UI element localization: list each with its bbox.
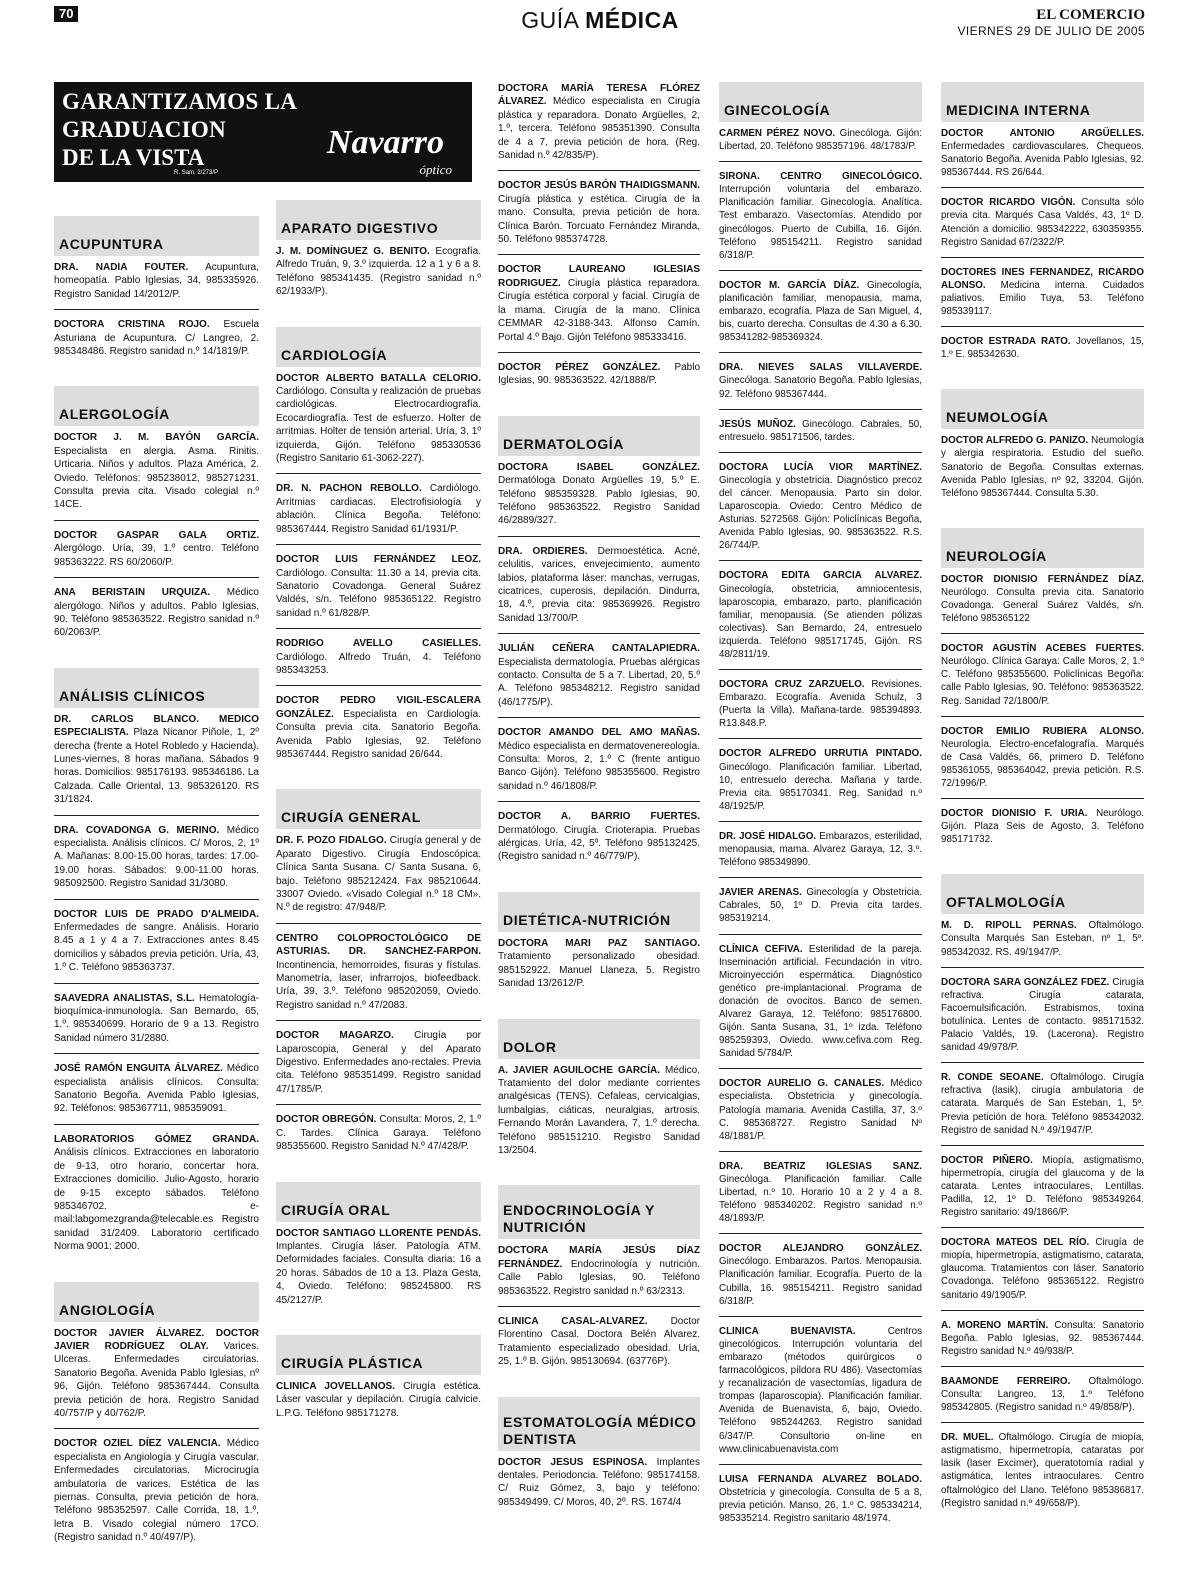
listing-entry	[498, 179, 700, 255]
listing-details: Ginecología y obstetricia. Diagnóstico precoz del cáncer. Menopausia. Parto sin dolor. Laparoscopia. Oviedo: Centro Médico de Asturias. 5272568. Gijón: Policlínicas Begoña, Avenida Pablo Iglesias, 90. 985363522. R.S. 26/744/P.	[719, 474, 922, 552]
column-5	[941, 70, 1144, 1570]
listing-details: Cardiólogo. Consulta: 11.30 a 14, previa cita. Sanatorio Covadonga. General Suárez Valdés, s/n. Teléfono 985365122. Registro sanidad n.º 61/828/P.	[276, 567, 481, 619]
listing-entry	[54, 1133, 259, 1262]
listing-name: DOCTOR AGUSTÍN ACEBES FUERTES.	[941, 643, 1144, 655]
section-medicina-interna	[941, 82, 1144, 369]
listing-details: Neurólogo. Consulta previa cita. Sanatorio Covadonga. General Suárez Valdés, s/n. Teléfono 985365122	[941, 586, 1144, 625]
listing-name: DOCTOR A. BARRIO FUERTES.	[498, 811, 700, 823]
listing-name: DOCTORA ISABEL GONZÁLEZ.	[498, 461, 700, 473]
listing-details: Oftalmólogo. Cirugía de miopía, astigmatismo, hipermetropía, cataratas por lasik (laser Excimer), queratotomía radial y astigmática, lentes intraoculares. Centro oftalmológico del Llano. Teléfono 985386817. (Registro sanidad n.º 49/658/P).	[941, 1432, 1144, 1509]
listing-entry	[941, 642, 1144, 716]
listing-name: DOCTOR ALFREDO URRUTIA PINTADO.	[719, 748, 922, 760]
listing-name: DOCTOR LUIS DE PRADO D'ALMEIDA.	[54, 908, 259, 920]
listing-name: DRA. ORDIERES.	[498, 545, 588, 557]
listing-name: SIRONA. CENTRO GINECOLÓGICO.	[719, 171, 922, 183]
listing-name: ANA BERISTAIN URQUIZA.	[54, 587, 211, 599]
listing-name: DOCTOR J. M. BAYÓN GARCÍA.	[54, 432, 259, 444]
listing-entry	[719, 461, 922, 562]
listing-name: DOCTOR AMANDO DEL AMO MAÑAS.	[498, 727, 700, 739]
listing-details: Ginecología y Obstetricia. Cabrales, 50, 1º D. Previa cita tardes. 985319214.	[719, 887, 922, 925]
section-alergología	[54, 386, 259, 647]
listing-details: Ginecólogo. Planificación familiar. Libertad, 10, entresuelo derecha. Mañana y tarde. Previa cita. 985170341. Reg. Sanidad n.º 48/1925/P.	[719, 761, 922, 812]
listing-name: DOCTORA SARA GONZÁLEZ FDEZ.	[941, 976, 1110, 988]
listing-name: CLINICA JOVELLANOS.	[276, 1380, 395, 1392]
listing-entry	[719, 830, 922, 878]
listing-entry	[941, 1154, 1144, 1228]
listing-details: Endocrinología y nutrición. Calle Pablo Iglesias, 90. Teléfono 985363522. Registro sanidad n.º 63/2313.	[498, 1258, 700, 1297]
listing-name: DOCTOR ALFREDO G. PANIZO.	[941, 435, 1089, 447]
listing-name: DOCTORA CRUZ ZARZUELO.	[719, 679, 865, 691]
listing-entry	[941, 1319, 1144, 1367]
listing-entry	[719, 747, 922, 821]
section-cirugía-general	[276, 789, 481, 1161]
listing-details: Médico especialista en Cirugía plástica y reparadora. Donato Argüelles, 2, 1.º, tercera. Teléfono 985351390. Consulta de 4 a 7, previa petición de hora. (Reg. Sanidad n.º 42/835/P).	[498, 96, 700, 162]
listing-details: Especialista en Cardiología. Consulta previa cita. Sanatorio Begoña. Avenida Pablo Iglesias, 92. Teléfono 985367444. Registro sanidad 26/644.	[276, 708, 481, 760]
listing-details: Cardiólogo. Consulta y realización de pruebas cardiológicas. Electrocardiografía. Ecocardiografía. Test de esfuerzo. Holter de arritmias. Holter de tensión arterial. Uría, 3, 1º izquierda, Gijón. Teléfono 985330536 (Registro Sanitario 61-3062-227).	[276, 386, 481, 465]
section-header	[54, 216, 259, 256]
section-ginecología	[719, 82, 922, 1533]
listing-details: Especialista dermatología. Pruebas alérgicas contacto. Consulta de 5 a 7. Libertad, 20, 5.º A. Teléfono 985348212. Registro sanidad (46/1775/P).	[498, 656, 700, 708]
listing-details: Médico especialista análisis clínicos. Consulta: Sanatorio Begoña. Avenida Pablo Iglesias, 92. Teléfonos: 985367711, 985359091.	[54, 1063, 259, 1115]
listing-details: Implantes. Cirugía láser. Patología ATM. Deformidades faciales. Consulta diaria: 16 a 20 horas. Sábados de 10 a 13. Plaza Gesta, 4, Oviedo. Teléfono: 985245800. RS 45/2127/P.	[276, 1240, 481, 1306]
listing-entry	[719, 170, 922, 271]
section-endocrinología-y-nutrición	[498, 1185, 700, 1376]
listing-details: Cirugía estética. Láser vascular y depilación. Cirugía calvicie. L.P.G. Teléfono 985171278.	[276, 1380, 481, 1419]
listing-entry	[719, 1242, 922, 1316]
listing-name: DOCTORA MARI PAZ SANTIAGO.	[498, 937, 700, 949]
section-angiología	[54, 1282, 259, 1553]
listing-name: DOCTOR MAGARZO.	[276, 1030, 394, 1042]
section-title: NEUROLOGÍA	[946, 547, 1047, 564]
listing-details: Médico. Tratamiento del dolor mediante corrientes analgésicas (TENS). Cefaleas, cervicalgias, lumbalgias, ciáticas, neuralgias, artrosis. Fernando Morán Lavandera, 7, 1.º derecha. Teléfono 985151210. Registro Sanidad 13/2504.	[498, 1064, 700, 1156]
section-dietética-nutrición	[498, 892, 700, 999]
listing-name: DOCTORES INES FERNANDEZ, RICARDO ALONSO.	[941, 266, 1144, 291]
listing-name: DOCTOR ESTRADA RATO.	[941, 336, 1071, 348]
listing-name: DOCTOR LAUREANO IGLESIAS RODRIGUEZ.	[498, 264, 700, 289]
listing-entry	[719, 886, 922, 934]
listing-details: Cardiólogo. Alfredo Truán, 4. Teléfono 985343253.	[276, 651, 481, 676]
listing-entry	[276, 245, 481, 307]
listing-entry	[498, 82, 700, 171]
listing-details: Centros ginecológicos. Interrupción voluntaria del embarazo (métodos quirúrgicos o farmacológicos, píldora RU 486). Vasectomías y recanalización de vasectomías, ligadura de trompas (laparoscopia). Planificación familiar. Avenida de Buenavista, 6, bajo, Oviedo. Teléfono 985244263. Registro sanidad 6/347/P. Consultorio on-line en www.clinicabuenavista.com	[719, 1325, 922, 1455]
section-header	[498, 416, 700, 456]
listing-details: Ginecóloga. Planificación familiar. Calle Libertad, n.º 10. Horario 10 a 2 y 4 a 8. Teléfono 985340202. Registro sanidad n.º 48/1893/P.	[719, 1173, 922, 1225]
ad-registration: R. Sam. 2/273/P	[174, 170, 219, 176]
listing-entry	[54, 1437, 259, 1552]
listing-name: DOCTOR ALBERTO BATALLA CELORIO.	[276, 372, 481, 384]
section-header	[276, 789, 481, 829]
listing-name: DOCTOR DIONISIO F. URIA.	[941, 808, 1088, 820]
listing-details: Ginecólogo. Embarazos. Partos. Menopausia. Planificación familiar. Ecografía. Puerto de la Cubilla, 16. 985154211. Registro sanidad 6/318/P.	[719, 1256, 922, 1307]
listing-entry	[719, 1325, 922, 1465]
listing-entry	[498, 545, 700, 634]
listing-name: DOCTOR PÉREZ GONZÁLEZ.	[498, 361, 661, 373]
listing-details: Cardiólogo. Arritmias cardiacas. Electrofisiología y ablación. Clínica Begoña. Teléfono: 985367444. Registro Sanidad 61/1931/P.	[276, 483, 481, 535]
listing-entry	[941, 266, 1144, 327]
listing-details: Varices. Ulceras. Enfermedades circulatorias. Sanatorio Begoña. Avenida Pablo Iglesias, nº 96, Gijón. Teléfono 985367444. Consulta previa petición de hora. Registro Sanidad 40/757/P y 40/762/P.	[54, 1340, 259, 1419]
section-title: ESTOMATOLOGÍA MÉDICO DENTISTA	[503, 1413, 697, 1447]
listing-entry	[941, 1375, 1144, 1423]
listing-entry	[719, 1160, 922, 1234]
listing-details: Hematología-bioquímica-inmunología. San Bernardo, 65, 1.º. 985340699. Horario de 9 a 13. Registro Sanidad número 31/2880.	[54, 992, 259, 1044]
listing-details: Escuela Asturiana de Acupuntura. C/ Langreo, 2. 985348486. Registro sanidad n.º 14/1819/P.	[54, 319, 260, 358]
section-header	[498, 1185, 700, 1239]
listing-details: Ginecología, obstetricia, amniocentesis, laparoscopia, embarazo, parto, planificación familiar, menopausia. (Se atienden pólizas colectivas). San Bernardo, 24, entresuelo izquierda. Teléfono 985171745, Gijón. RS 48/2811/19.	[719, 583, 922, 660]
listing-details: Embarazos, esterilidad, menopausia, mama. Alvarez Garaya, 12, 3.º. Teléfono 985349890.	[719, 830, 922, 869]
listing-entry	[276, 1227, 481, 1315]
listing-entry	[941, 1236, 1144, 1310]
listing-details: Enfermedades de sangre. Análisis. Horario 8.45 a 1 y 4 a 7. Extracciones antes 8.45 domicilios y sábados previa petición. Uría, 43, 1.º C. Teléfono 985363737.	[54, 922, 259, 974]
listing-details: Cirugía general y de Aparato Digestivo. Cirugía Endoscópica. Clínica Santa Susana. C/ Santa Susana, 6, bajo. Teléfono 985212424. Fax 985210644. 33007 Oviedo. «Visado Colegial n.º 18 CM». N.º de registro: 47/948/P.	[276, 835, 481, 914]
section-title: MEDICINA INTERNA	[946, 102, 1091, 118]
listing-name: DOCTOR DIONISIO FERNÁNDEZ DÍAZ.	[941, 573, 1144, 585]
section-title: CARDIOLOGÍA	[281, 346, 388, 363]
listing-details: Médico especialista. Análisis clínicos. C/ Moros, 2, 1º A. Mañanas: 8.00-15.00 horas, tardes: 17.00-19.00 horas. Sábados: 9.00-11.00 horas. 985092500. Registro Sanidad 31/3080.	[54, 824, 259, 890]
listing-entry	[498, 1244, 700, 1307]
listing-details: Dermatólogo. Cirugía. Crioterapia. Pruebas alérgicas. Uría, 42, 5º. Teléfono 985132425. (Registro sanidad n.º 46/779/P).	[498, 824, 700, 863]
listing-name: CENTRO COLOPROCTOLÓGICO DE ASTURIAS. DR. SANCHEZ-FARPON.	[276, 932, 481, 958]
listing-details: Neurólogo. Gijón. Plaza Seis de Agosto, 3. Teléfono 985171732.	[941, 808, 1144, 846]
listing-name: DOCTOR OBREGÓN.	[276, 1114, 377, 1126]
section-title: DERMATOLOGÍA	[503, 435, 625, 452]
listing-details: Acupuntura, homeopatía. Pablo Iglesias, 34, 985335926. Registro Sanidad 14/2012/P.	[54, 262, 259, 300]
section-header	[276, 327, 481, 367]
section-estomatología-médico-dentista	[498, 1397, 700, 1518]
listing-details: Doctor Florentino Casal. Doctora Belén Alvarez. Tratamiento especializado obesidad. Uría, 25, 1.º B. Gijón. 985130694. (63776P).	[498, 1315, 700, 1368]
listing-name: DOCTOR ANTONIO ARGÜELLES.	[941, 128, 1144, 139]
listing-name: DOCTORA CRISTINA ROJO.	[54, 319, 210, 331]
listing-details: Ginecóloga. Gijón: Libertad, 20. Teléfono 985357196. 48/1783/P.	[719, 128, 922, 153]
listing-name: DR. JOSÉ HIDALGO.	[719, 830, 817, 842]
listing-name: DOCTORA EDITA GARCIA ALVAREZ.	[719, 570, 922, 582]
listing-details: Médico alergólogo. Niños y adultos. Pablo Iglesias, 90. Teléfono 985363522. Registro sanidad n.º 60/2063/P.	[54, 587, 259, 639]
page-title-bold: MÉDICA	[585, 7, 679, 33]
section-neumología	[941, 389, 1144, 507]
listing-details: Ginecólogo. Cabrales, 50, entresuelo. 985171506, tardes.	[719, 418, 922, 443]
section-neurología	[941, 528, 1144, 855]
listing-details: Plaza Nicanor Piñole, 1, 2º derecha (frente a Hotel Robledo y Hacienda). Lunes-viernes, 8 horas mañana. Sábados 9 horas. Domicilios: 985176193. 985346186. La Calzada. Calle Oriental, 13. 985326120. RS 31/1824.	[54, 727, 259, 806]
listing-entry	[941, 127, 1144, 188]
section-análisis-clínicos	[54, 668, 259, 1262]
listing-details: Cirugía plástica reparadora. Cirugía estética corporal y facial. Cirugía de la mama. Cirugía de la mano. Clínica CEMMAR 42-3188-343. Alfonso Camín. Portal 4.º Bajo. Gijón Teléfono 985333416.	[498, 277, 700, 343]
section-title: ALERGOLOGÍA	[59, 406, 170, 423]
section-title: DOLOR	[503, 1038, 557, 1055]
listing-details: Oftalmólogo. Consulta Marqués San Esteban, nº 1, 5º. 985342032. RS. 49/1947/P.	[941, 920, 1144, 958]
listing-entry	[498, 361, 700, 396]
ad-headline-line2: DE LA VISTA	[62, 145, 205, 170]
listing-entry	[498, 1315, 700, 1377]
listing-name: DOCTOR JESUS ESPINOSA.	[498, 1456, 648, 1468]
listing-name: DOCTOR ALEJANDRO GONZÁLEZ.	[719, 1243, 922, 1255]
listing-details: Cirugía plástica y estética. Cirugía de la mano. Consulta, previa petición de hora. Clínica Barón. Torcuato Fernández Miranda, 50. Teléfono 985374728.	[498, 193, 700, 246]
listing-name: DRA. NADIA FOUTER.	[54, 262, 189, 273]
listing-entry	[498, 1456, 700, 1518]
listing-entry	[276, 553, 481, 629]
listing-name: LABORATORIOS GÓMEZ GRANDA.	[54, 1133, 259, 1145]
listing-details: Ginecología, planificación familiar, menopausia, mama, embarazo, ecografía. Plaza de San Miguel, 4, bis, cuarto derecha. Consultas de 4.30 a 6.30. 985341282-985369324.	[719, 279, 922, 344]
listing-entry	[54, 992, 259, 1055]
listing-entry	[498, 263, 700, 352]
issue-date: VIERNES 29 DE JULIO DE 2005	[957, 24, 1145, 38]
listing-details: Cirugía refractiva. Cirugía catarata, Facoemulsificación. Estrabismos, toxina botulínica. Lentes de contacto. 985171532. Palacio Valdés, 19. (Lacerona). Registro sanidad 49/978/P.	[941, 976, 1144, 1054]
listing-entry	[719, 1473, 922, 1533]
listing-name: A. MORENO MARTÍN.	[941, 1319, 1049, 1331]
listing-details: Obstetricia y ginecología. Consulta de 5 a 8, previa petición. Manso, 26, 1.º C. 985334214, 985335214. Registro sanitario 48/1974.	[719, 1486, 922, 1524]
listing-entry	[54, 908, 259, 984]
listing-name: DOCTOR PIÑERO.	[941, 1154, 1033, 1166]
section-title: CIRUGÍA PLÁSTICA	[281, 1354, 424, 1371]
listing-details: Alergólogo. Uría, 39, 1.º centro. Teléfono 985363222. RS 60/2060/P.	[54, 543, 259, 568]
listing-name: DOCTOR SANTIAGO LLORENTE PENDÁS.	[276, 1227, 481, 1239]
listing-name: DRA. COVADONGA G. MERINO.	[54, 824, 220, 836]
listing-name: DOCTOR EMILIO RUBIERA ALONSO.	[941, 725, 1144, 737]
section-header	[941, 528, 1144, 568]
listing-entry	[719, 943, 922, 1070]
section-title: ANÁLISIS CLÍNICOS	[59, 687, 206, 704]
listing-entry	[941, 919, 1144, 967]
listing-details: Cirugía de miopía, hipermetropía, astigmatismo, catarata, glaucoma. Tratamientos con láser. Sanatorio Covadonga. Teléfono 985365122. Registro sanitario 49/1905/P.	[941, 1237, 1144, 1301]
listing-entry	[941, 335, 1144, 369]
listing-entry	[54, 713, 259, 816]
section-dolor	[498, 1019, 700, 1166]
listing-entry	[498, 726, 700, 802]
section-title: ENDOCRINOLOGÍA Y NUTRICIÓN	[503, 1202, 655, 1236]
listing-entry	[498, 937, 700, 999]
listing-details: Ecografía. Alfredo Truán, 9, 3.º izquierda. 12 a 1 y 6 a 8. Teléfono 985341435. (Registro sanidad n.º 62/1933/P).	[276, 246, 481, 298]
listing-entry	[719, 127, 922, 162]
column-4	[719, 70, 922, 1570]
page-title-light: GUÍA	[521, 7, 586, 33]
section-title: OFTALMOLOGÍA	[946, 894, 1066, 911]
listing-details: Jovellanos, 15, 1.º E. 985342630.	[941, 336, 1144, 361]
listing-entry	[54, 1327, 259, 1430]
listing-details: Implantes dentales. Periodoncia. Teléfono: 985174158. C/ Ruiz Gómez, 3, bajo y teléfono: 985349499. C/ Moros, 40, 2º. RS. 1674/4	[498, 1456, 700, 1508]
listing-details: Incontinencia, hemorroides, fisuras y fístulas. Manometría, laser, infrarrojos, biofeedback. Uría, 39, 3.º. Teléfono 985202059, Oviedo. Registro sanidad n.º 47/2083.	[276, 959, 481, 1011]
listing-entry	[54, 318, 259, 366]
listing-entry	[941, 1071, 1144, 1145]
listing-details: Médico especialista en dermatovenereología. Consulta: Moros, 2, 1.º C (frente antiguo Banco Gijón). Teléfono 985355600. Registro sanidad n.º 46/1808/P.	[498, 740, 700, 792]
section-title: NEUMOLOGÍA	[946, 409, 1049, 426]
listing-name: CARMEN PÉREZ NOVO.	[719, 128, 836, 139]
section-continued	[498, 82, 700, 396]
section-header	[54, 386, 259, 426]
section-dermatología	[498, 416, 700, 872]
column-2	[276, 70, 481, 1570]
ad-headline-line1: GARANTIZAMOS LA GRADUACION	[62, 89, 296, 142]
listing-entry	[498, 461, 700, 537]
section-oftalmología	[941, 874, 1144, 1517]
listing-details: Especialista en alergia. Asma. Rinitis. Urticaria. Niños y adultos. Plaza América, 2. Oviedo. Teléfonos: 985238012, 985271231. Consulta previa cita. Visado colegial n.º 14CE.	[54, 445, 259, 511]
listing-name: M. D. RIPOLL PERNAS.	[941, 920, 1077, 932]
listing-name: DRA. BEATRIZ IGLESIAS SANZ.	[719, 1160, 922, 1172]
section-header	[54, 668, 259, 708]
listing-name: CLINICA CASAL-ALVAREZ.	[498, 1315, 648, 1327]
section-cardiología	[276, 327, 481, 770]
section-title: CIRUGÍA GENERAL	[281, 809, 421, 826]
listing-name: DOCTORA MARÍA JESÚS DÍAZ FERNÁNDEZ.	[498, 1245, 700, 1270]
section-acupuntura	[54, 216, 259, 366]
section-header	[54, 1282, 259, 1322]
listing-details: Médico especialista en Angiología y Cirugía vascular. Enfermedades circulatorias. Microcirugía ambulatoria de varices. Estética de las piernas. Consulta, previa petición de hora. Teléfono 985352597. Calle Corrida, 18, 1.º, letra B. Visado colegial número 17CO. (Registro sanidad n.º 40/497/P).	[54, 1438, 259, 1544]
listing-entry	[276, 694, 481, 769]
section-title: ACUPUNTURA	[59, 236, 164, 252]
listing-details: Pablo Iglesias, 90. 985363522. 42/1888/P.	[498, 361, 700, 387]
listing-name: DOCTOR JESÚS BARÓN THAIDIGSMANN.	[498, 180, 700, 192]
listing-details: Neurólogo. Clínica Garaya: Calle Moros, 2, 1.º C. Teléfono 985355600. Policlínicas Begoña: calle Pablo Iglesias, 90. Teléfono: 985363522. Reg. Sanidad 72/1800/P.	[941, 656, 1144, 707]
listing-details: Análisis clínicos. Extracciones en laboratorio de 9-13, otro horario, concertar hora. Extracciones domicilio. Julio-Agosto, horario de 9-15 excepto sábados. Teléfono 985346702. e-mail:labgomezgranda@telecable.es Registro sanidad 31/2409. Laboratorio certificado Norma 9001: 2000.	[54, 1147, 259, 1253]
listing-name: A. JAVIER AGUILOCHE GARCÍA.	[498, 1064, 661, 1076]
section-header	[276, 1182, 481, 1222]
listing-details: Miopía, astigmatismo, hipermetropía, cirugía del glaucoma y de la catarata. Lentes intraoculares, Lentillas. Padilla, 12, 1º D. Teléfono 985349264. Registro sanitario: 49/1866/P.	[941, 1154, 1144, 1219]
listing-details: Neumología y alergia respiratoria. Estudio del sueño. Sanatorio de Begoña. Consultas externas. Avenida Pablo Iglesias, nº 92, 33204. Gijón. Teléfono 985367444. Consulta 5.30.	[941, 435, 1144, 499]
section-cirugía-plástica	[276, 1335, 481, 1428]
listing-entry	[498, 810, 700, 872]
listing-entry	[941, 434, 1144, 507]
listing-details: Interrupción voluntaria del embarazo. Planificación familiar. Ginecología. Analítica. Test embarazo. Vasectomías. Atendido por ginecólogos. Puerto de Cubilla, 16. Gijón. Teléfono 985154211. Registro sanidad 6/318/P.	[719, 184, 922, 261]
listing-name: LUISA FERNANDA ALVAREZ BOLADO.	[719, 1473, 922, 1485]
listing-name: DRA. NIEVES SALAS VILLAVERDE.	[719, 362, 922, 374]
listing-details: Ginecóloga. Sanatorio Begoña. Pablo Iglesias, 92. Teléfono 985367444.	[719, 375, 922, 400]
listing-entry	[719, 279, 922, 353]
section-header	[498, 1397, 700, 1451]
listing-entry	[276, 482, 481, 545]
section-header	[498, 892, 700, 932]
listing-details: Médico especialista. Obstetricia y ginecología. Patología mamaria. Avenida Castilla, 37, 3.º C. 985368727. Registro Sanidad Nº 48/1881/P.	[719, 1078, 922, 1142]
ad-brand-subtitle: óptico	[419, 162, 452, 177]
listing-entry	[941, 1431, 1144, 1518]
listing-entry	[719, 361, 922, 409]
listing-entry	[276, 637, 481, 686]
section-aparato-digestivo	[276, 200, 481, 307]
listing-entry	[276, 834, 481, 923]
listing-details: Consulta sólo previa cita. Marqués Casa Valdés, 43, 1º D. Atención a domicilio. 985342222, 630359355. Registro Sanidad 67/2322/P.	[941, 197, 1144, 248]
listing-details: Dermatóloga Donato Argüelles 19, 5.º E. Teléfono 985359328. Pablo Iglesias, 90. Teléfono 985363522. Registro Sanidad 46/2889/327.	[498, 475, 700, 527]
listing-name: DR. MUEL.	[941, 1432, 994, 1444]
listing-entry	[54, 431, 259, 520]
section-header	[276, 200, 481, 240]
newspaper-name: EL COMERCIO	[1036, 7, 1145, 23]
listing-name: J. M. DOMÍNGUEZ G. BENITO.	[276, 246, 430, 257]
listing-name: DOCTOR M. GARCÍA DÍAZ.	[719, 279, 860, 291]
listing-entry	[276, 372, 481, 475]
listing-name: DOCTORA LUCÍA VIOR MARTÍNEZ.	[719, 461, 922, 473]
listing-name: DR. CARLOS BLANCO. MEDICO ESPECIALISTA.	[54, 713, 259, 739]
listing-name: DOCTOR LUIS FERNÁNDEZ LEOZ.	[276, 554, 481, 566]
listing-details: Medicina interna. Cuidados paliativos. Emilio Tuya, 53. Teléfono 985339117.	[941, 279, 1144, 318]
listing-details: Cirugía por Laparoscopia, General y del Aparato Digestivo. Enfermedades ano-rectales. Previa cita. Teléfono 985351499. Registro sanidad 47/1785/P.	[276, 1030, 481, 1095]
listing-name: CLINICA BUENAVISTA.	[719, 1325, 856, 1337]
listing-name: DR. N. PACHON REBOLLO.	[276, 483, 422, 495]
listing-details: Oftalmólogo. Consulta: Langreo, 13, 1.º Teléfono 985342805. (Registro sanidad n.º 49/858/P).	[941, 1375, 1144, 1414]
listing-name: JULIÁN CEÑERA CANTALAPIEDRA.	[498, 643, 700, 655]
column-3	[498, 70, 700, 1570]
listing-entry	[941, 807, 1144, 854]
section-title: CIRUGÍA ORAL	[281, 1201, 391, 1218]
section-header	[941, 82, 1144, 122]
listing-name: DOCTORA MARÍA TERESA FLÓREZ ÁLVAREZ.	[498, 83, 700, 108]
listing-name: DOCTOR PEDRO VIGIL-ESCALERA GONZÁLEZ.	[276, 695, 481, 720]
section-title: DIETÉTICA-NUTRICIÓN	[503, 911, 671, 928]
listing-details: Oftalmólogo. Cirugía refractiva (lasik), cirugía ambulatoria de catarata. Marqués de San Esteban, 1, 5º. Previa petición de hora. Teléfono 985342032. Registro de sanidad N.º 49/1947/P.	[941, 1072, 1144, 1136]
listing-details: Revisiones. Embarazo. Ecografía. Avenida Schulz, 3 (Puerta la Villa). Mañana-tarde. 985394893. R13.848.P.	[719, 679, 922, 730]
listing-name: DOCTOR RICARDO VIGÓN.	[941, 197, 1076, 209]
newspaper-header	[957, 8, 1145, 39]
listing-name: DR. F. POZO FIDALGO.	[276, 835, 387, 847]
listing-entry	[54, 824, 259, 900]
listing-entry	[54, 1062, 259, 1125]
listing-entry	[719, 418, 922, 453]
listing-name: DOCTOR GASPAR GALA ORTIZ.	[54, 529, 259, 541]
listing-details: Esterilidad de la pareja. Inseminación artificial. Fecundación in vitro. Microinyección espermática. Diagnóstico genético pre-implantacional. Programa de donación de ovocitos. Banco de semen. Alvarez Garaya, 12. Teléfono: 985176800. Gijón. Santa Susana, 31, 1º izda. Teléfono 985259393, Oviedo. www.cefiva.com Reg. Sanidad 5/784/P.	[719, 943, 922, 1060]
listing-entry	[276, 1380, 481, 1428]
listing-entry	[941, 573, 1144, 634]
listing-entry	[276, 1113, 481, 1161]
listing-name: JESÚS MUÑOZ.	[719, 418, 796, 430]
listing-entry	[54, 261, 259, 310]
section-header	[941, 874, 1144, 914]
listing-details: Tratamiento personalizado obesidad. 985152922. Manuel Llaneza, 5. Registro Sanidad 13/2612/P.	[498, 951, 700, 990]
listing-entry	[719, 1077, 922, 1151]
listing-entry	[498, 1064, 700, 1166]
listing-name: CLÍNICA CEFIVA.	[719, 943, 803, 955]
listing-entry	[941, 725, 1144, 799]
listing-name: SAAVEDRA ANALISTAS, S.L.	[54, 992, 195, 1004]
listing-name: RODRIGO AVELLO CASIELLES.	[276, 638, 481, 650]
section-header	[498, 1019, 700, 1059]
section-header	[719, 82, 922, 122]
listing-entry	[719, 678, 922, 739]
listing-name: DOCTOR JAVIER ÁLVAREZ. DOCTOR JAVIER RODRÍGUEZ OLAY.	[54, 1327, 259, 1352]
listing-entry	[54, 529, 259, 578]
ad-brand-logo: Navarro	[326, 124, 444, 161]
listing-entry	[54, 586, 259, 648]
page-number: 70	[54, 6, 78, 22]
listing-name: DOCTOR AURELIO G. CANALES.	[719, 1078, 885, 1090]
listing-details: Neurología. Electro-encefalografía. Marqués de Casa Valdés, 66, primero D. Teléfono 985361055, 985364042, previa petición. R.S. 72/1996/P.	[941, 738, 1144, 789]
listing-details: Enfermedades cardiovasculares. Chequeos. Sanatorio Begoña. Avenida Pablo Iglesias, 92. 985367444. RS 26/644.	[941, 141, 1144, 179]
listing-details: Consulta: Moros, 2, 1.º C. Tardes. Clínica Garaya. Teléfono 985355600. Registro Sanidad N.º 47/428/P.	[276, 1114, 481, 1153]
listing-details: Dermoestética. Acné, celulitis, varices, envejecimiento, aumento labios, plataforma láser: manchas, verrugas, cicatrices, cuperosis, depilación. Dindurra, 18, 4.º, previa cita: 985369926. Registro Sanidad 13/700/P.	[498, 545, 700, 624]
section-header	[941, 389, 1144, 429]
section-title: ANGIOLOGÍA	[59, 1301, 156, 1318]
listing-entry	[498, 642, 700, 718]
listing-entry	[941, 976, 1144, 1064]
listing-name: JAVIER ARENAS.	[719, 887, 802, 899]
listing-entry	[276, 932, 481, 1021]
section-header	[276, 1335, 481, 1375]
listing-name: DOCTORA MATEOS DEL RÍO.	[941, 1237, 1090, 1249]
section-title: GINECOLOGÍA	[724, 102, 831, 118]
listing-name: R. CONDE SEOANE.	[941, 1072, 1044, 1084]
listing-entry	[276, 1029, 481, 1105]
section-cirugía-oral	[276, 1182, 481, 1315]
listing-name: DOCTOR OZIEL DÍEZ VALENCIA.	[54, 1438, 221, 1450]
listing-entry	[941, 196, 1144, 257]
listing-name: JOSÉ RAMÓN ENGUITA ÁLVAREZ.	[54, 1063, 223, 1075]
listing-entry	[719, 569, 922, 670]
listing-details: Consulta: Sanatorio Begoña. Pablo Iglesias, 92. 985367444. Registro sanidad N.º 49/938/P.	[941, 1319, 1144, 1357]
listing-name: BAAMONDE FERREIRO.	[941, 1375, 1071, 1387]
section-title: APARATO DIGESTIVO	[281, 220, 439, 236]
